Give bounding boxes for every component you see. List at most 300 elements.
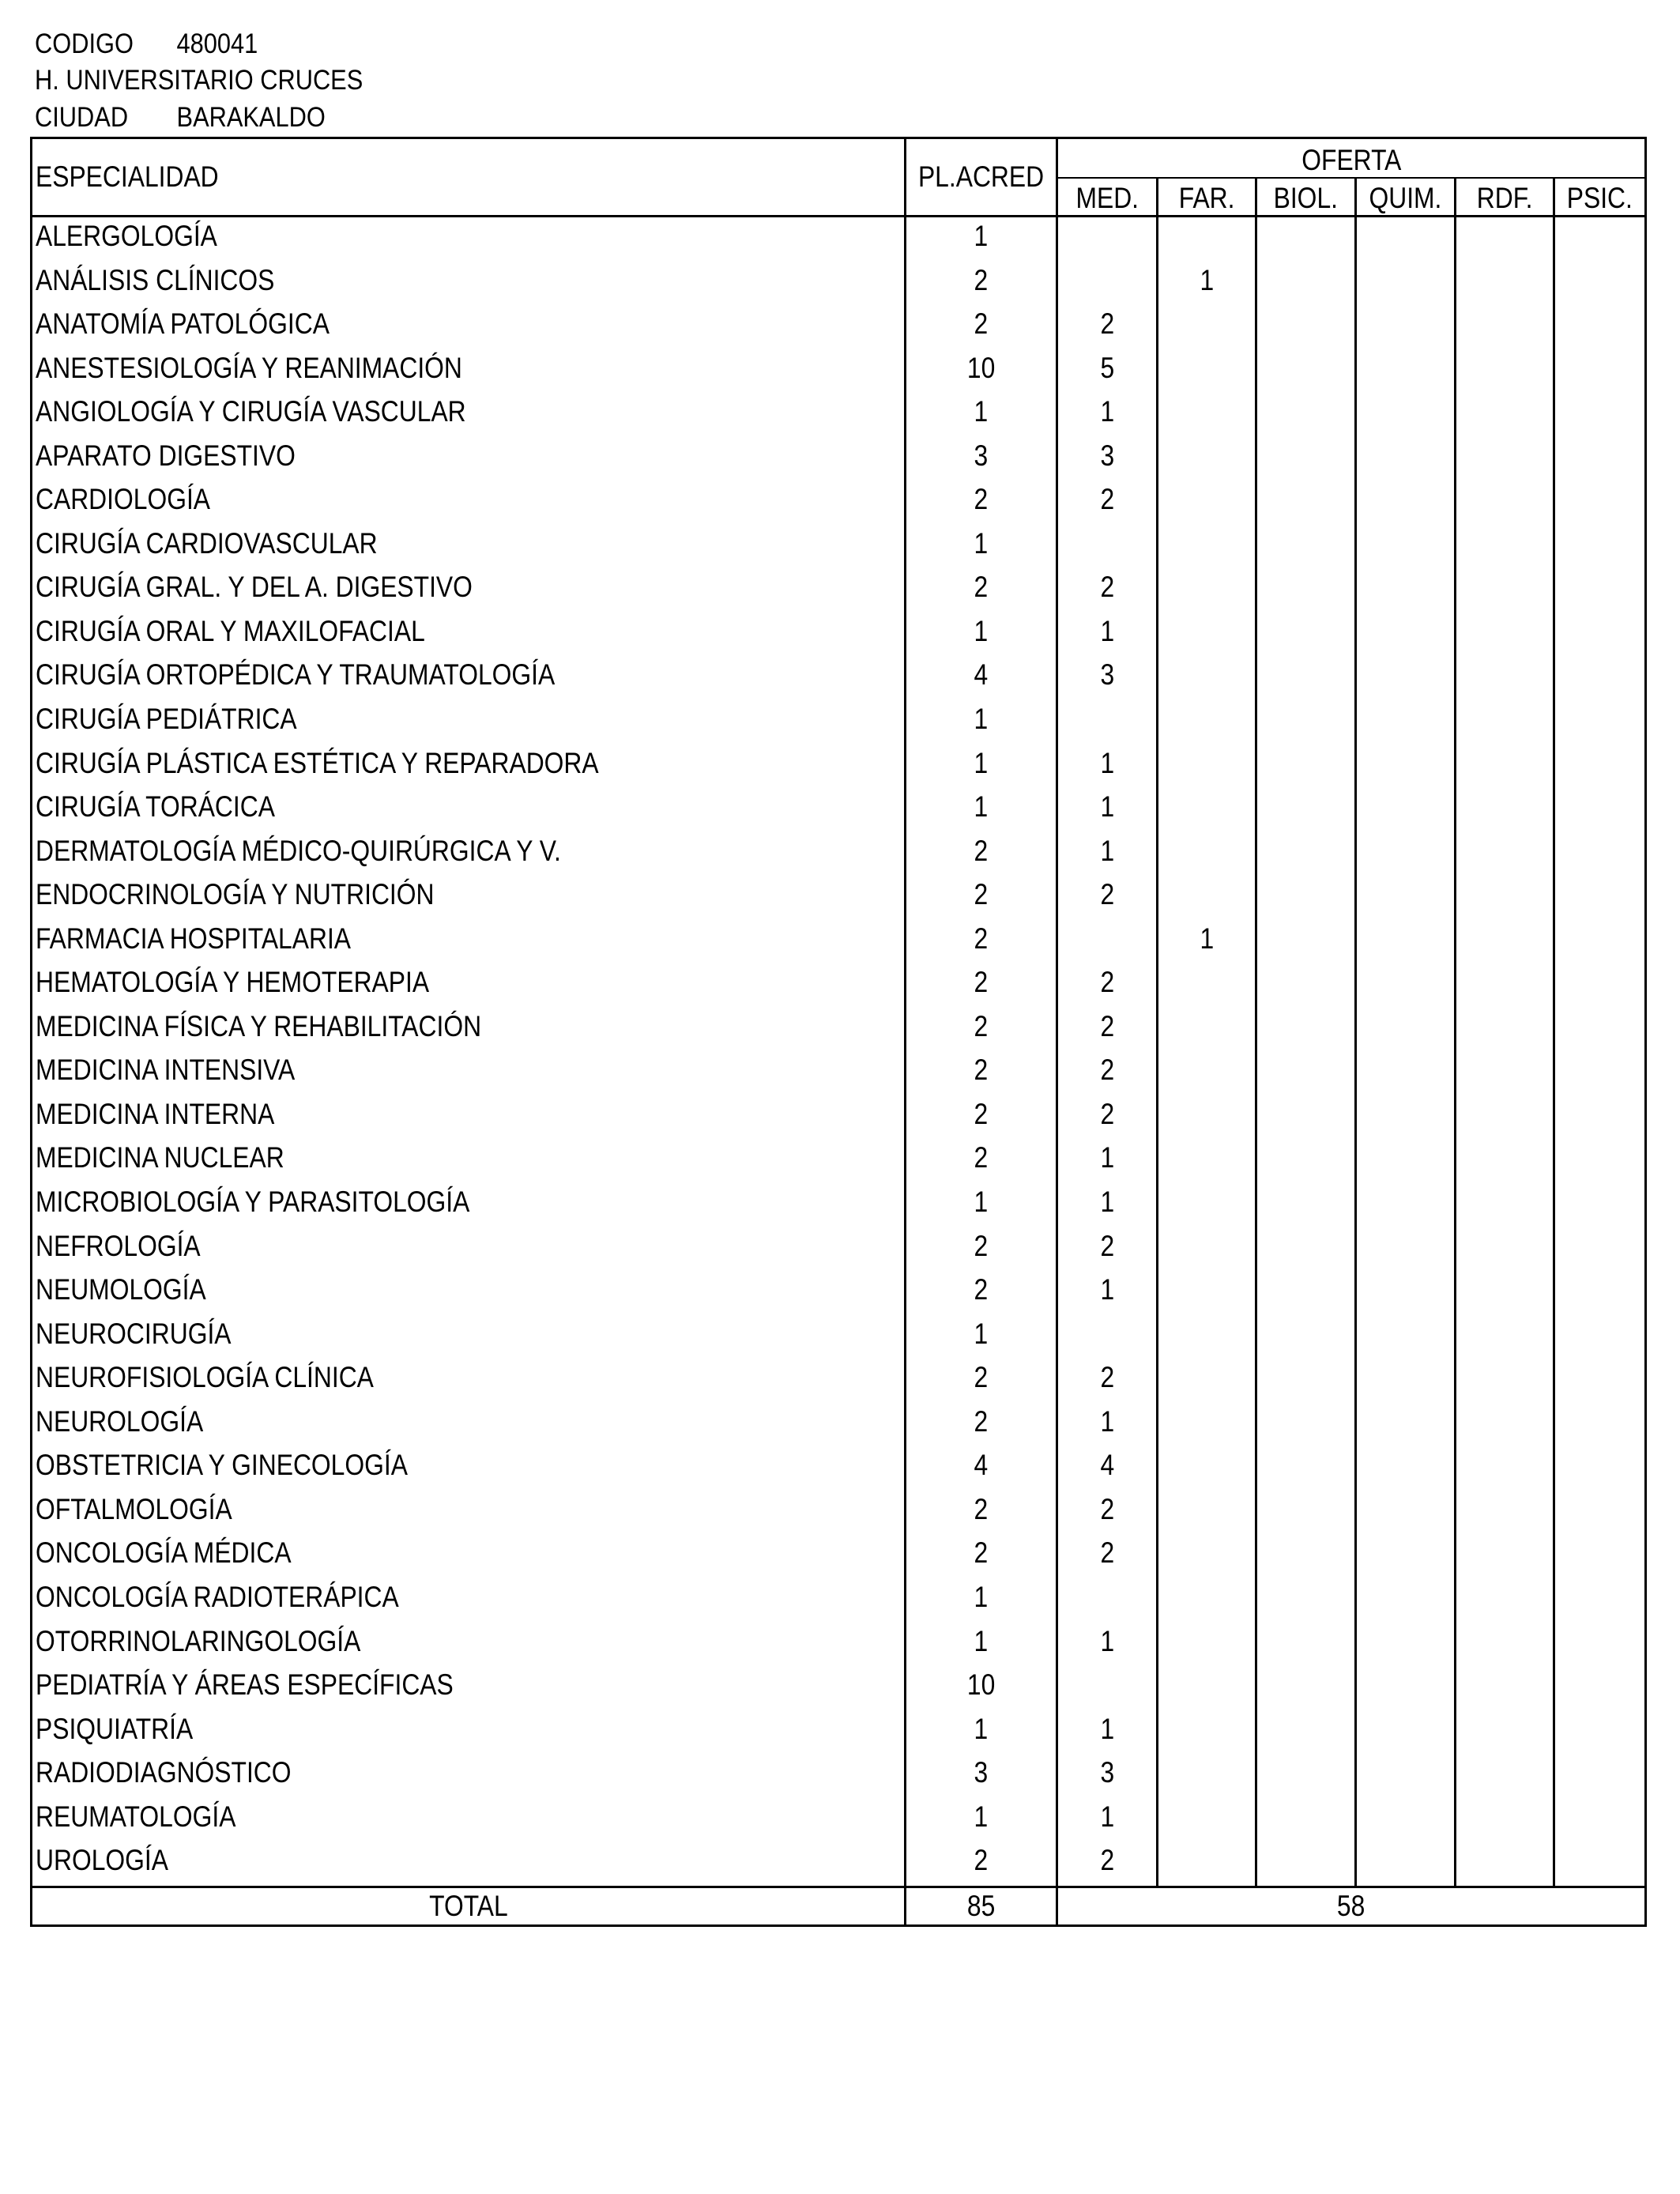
cell-quim <box>1356 745 1456 789</box>
cell-placred: 10 <box>906 349 1057 394</box>
cell-biol <box>1256 1139 1356 1183</box>
cell-psic <box>1554 1271 1646 1315</box>
cell-especialidad: MEDICINA INTERNA <box>32 1095 906 1140</box>
cell-quim <box>1356 1623 1456 1667</box>
table-row <box>32 437 1646 481</box>
cell-especialidad: MEDICINA FÍSICA Y REHABILITACIÓN <box>32 1008 906 1052</box>
table-row <box>32 1666 1646 1710</box>
cell-rdf <box>1456 700 1554 745</box>
cell-psic <box>1554 1798 1646 1842</box>
table-row <box>32 1798 1646 1842</box>
table-row <box>32 525 1646 569</box>
cell-rdf <box>1456 262 1554 306</box>
cell-biol <box>1256 1008 1356 1052</box>
cell-far <box>1158 788 1256 832</box>
cell-far <box>1158 1798 1256 1842</box>
cell-placred: 2 <box>906 1359 1057 1403</box>
table-row <box>32 788 1646 832</box>
cell-psic <box>1554 1359 1646 1403</box>
cell-biol <box>1256 1623 1356 1667</box>
cell-biol <box>1256 963 1356 1008</box>
cell-placred: 3 <box>906 1754 1057 1798</box>
cell-placred: 2 <box>906 1491 1057 1535</box>
cell-biol <box>1256 700 1356 745</box>
cell-placred: 2 <box>906 481 1057 525</box>
cell-especialidad: NEUMOLOGÍA <box>32 1271 906 1315</box>
cell-med: 3 <box>1057 1754 1158 1798</box>
cell-especialidad: MEDICINA INTENSIVA <box>32 1051 906 1095</box>
cell-far: 1 <box>1158 920 1256 964</box>
cell-rdf <box>1456 1534 1554 1578</box>
cell-placred: 2 <box>906 1008 1057 1052</box>
cell-far <box>1158 1666 1256 1710</box>
cell-med: 1 <box>1057 393 1158 437</box>
cell-psic <box>1554 1227 1646 1272</box>
cell-far <box>1158 349 1256 394</box>
cell-far <box>1158 613 1256 657</box>
ciudad-value: BARAKALDO <box>176 102 326 133</box>
cell-placred: 2 <box>906 1051 1057 1095</box>
cell-rdf <box>1456 1798 1554 1842</box>
cell-med: 2 <box>1057 1842 1158 1887</box>
cell-rdf <box>1456 1491 1554 1535</box>
cell-psic <box>1554 1095 1646 1140</box>
cell-med <box>1057 1578 1158 1623</box>
cell-biol <box>1256 1754 1356 1798</box>
cell-biol <box>1256 1051 1356 1095</box>
header-oferta: OFERTA <box>1057 138 1646 179</box>
table-row <box>32 700 1646 745</box>
cell-psic <box>1554 1315 1646 1359</box>
table-row <box>32 1315 1646 1359</box>
cell-rdf <box>1456 1446 1554 1491</box>
cell-especialidad: FARMACIA HOSPITALARIA <box>32 920 906 964</box>
table-row <box>32 393 1646 437</box>
cell-quim <box>1356 1666 1456 1710</box>
cell-placred: 1 <box>906 613 1057 657</box>
cell-rdf <box>1456 876 1554 920</box>
cell-especialidad: ONCOLOGÍA RADIOTERÁPICA <box>32 1578 906 1623</box>
header-quim: QUIM. <box>1356 178 1456 217</box>
cell-med: 2 <box>1057 1227 1158 1272</box>
cell-med: 4 <box>1057 1446 1158 1491</box>
table-row <box>32 1271 1646 1315</box>
cell-biol <box>1256 1227 1356 1272</box>
cell-biol <box>1256 481 1356 525</box>
cell-far: 1 <box>1158 262 1256 306</box>
codigo-line <box>35 27 258 62</box>
cell-biol <box>1256 1666 1356 1710</box>
cell-quim <box>1356 1183 1456 1227</box>
cell-psic <box>1554 1666 1646 1710</box>
cell-placred: 1 <box>906 1315 1057 1359</box>
table-row <box>32 1710 1646 1755</box>
cell-placred: 2 <box>906 305 1057 349</box>
cell-rdf <box>1456 568 1554 613</box>
table-row <box>32 1008 1646 1052</box>
cell-psic <box>1554 393 1646 437</box>
cell-biol <box>1256 437 1356 481</box>
cell-far <box>1158 1008 1256 1052</box>
cell-med: 1 <box>1057 832 1158 876</box>
cell-placred: 1 <box>906 1798 1057 1842</box>
total-row <box>32 1887 1646 1925</box>
cell-psic <box>1554 1623 1646 1667</box>
cell-psic <box>1554 1139 1646 1183</box>
cell-rdf <box>1456 1095 1554 1140</box>
cell-psic <box>1554 481 1646 525</box>
cell-rdf <box>1456 920 1554 964</box>
cell-far <box>1158 1710 1256 1755</box>
cell-especialidad: MICROBIOLOGÍA Y PARASITOLOGÍA <box>32 1183 906 1227</box>
cell-quim <box>1356 1842 1456 1887</box>
codigo-label: CODIGO <box>35 28 134 59</box>
cell-med: 1 <box>1057 1623 1158 1667</box>
cell-placred: 2 <box>906 1842 1057 1887</box>
table-row <box>32 1403 1646 1447</box>
table-row <box>32 1534 1646 1578</box>
cell-far <box>1158 876 1256 920</box>
cell-especialidad: OTORRINOLARINGOLOGÍA <box>32 1623 906 1667</box>
cell-med: 2 <box>1057 1359 1158 1403</box>
header-biol: BIOL. <box>1256 178 1356 217</box>
cell-psic <box>1554 262 1646 306</box>
cell-quim <box>1356 788 1456 832</box>
table-row <box>32 217 1646 262</box>
cell-quim <box>1356 481 1456 525</box>
cell-quim <box>1356 349 1456 394</box>
cell-psic <box>1554 1534 1646 1578</box>
cell-psic <box>1554 832 1646 876</box>
cell-quim <box>1356 656 1456 700</box>
table-row <box>32 568 1646 613</box>
cell-far <box>1158 1183 1256 1227</box>
cell-far <box>1158 1491 1256 1535</box>
cell-placred: 10 <box>906 1666 1057 1710</box>
cell-far <box>1158 1534 1256 1578</box>
cell-far <box>1158 1271 1256 1315</box>
table-row <box>32 1227 1646 1272</box>
cell-far <box>1158 1403 1256 1447</box>
table-row <box>32 1139 1646 1183</box>
cell-rdf <box>1456 832 1554 876</box>
table-row <box>32 876 1646 920</box>
cell-far <box>1158 393 1256 437</box>
cell-quim <box>1356 217 1456 262</box>
cell-med <box>1057 1315 1158 1359</box>
cell-psic <box>1554 920 1646 964</box>
cell-especialidad: NEUROLOGÍA <box>32 1403 906 1447</box>
cell-especialidad: PEDIATRÍA Y ÁREAS ESPECÍFICAS <box>32 1666 906 1710</box>
cell-quim <box>1356 437 1456 481</box>
cell-med: 2 <box>1057 1095 1158 1140</box>
table-row <box>32 481 1646 525</box>
cell-especialidad: PSIQUIATRÍA <box>32 1710 906 1755</box>
cell-med: 1 <box>1057 1403 1158 1447</box>
cell-placred: 2 <box>906 262 1057 306</box>
cell-placred: 2 <box>906 920 1057 964</box>
cell-far <box>1158 1446 1256 1491</box>
cell-biol <box>1256 393 1356 437</box>
cell-placred: 2 <box>906 1139 1057 1183</box>
table-row <box>32 1051 1646 1095</box>
cell-med: 2 <box>1057 1491 1158 1535</box>
cell-far <box>1158 525 1256 569</box>
cell-placred: 1 <box>906 1578 1057 1623</box>
cell-biol <box>1256 1446 1356 1491</box>
cell-psic <box>1554 1754 1646 1798</box>
cell-placred: 1 <box>906 217 1057 262</box>
cell-med: 3 <box>1057 656 1158 700</box>
total-placred: 85 <box>906 1887 1057 1925</box>
cell-especialidad: CIRUGÍA GRAL. Y DEL A. DIGESTIVO <box>32 568 906 613</box>
cell-psic <box>1554 1710 1646 1755</box>
cell-rdf <box>1456 613 1554 657</box>
cell-med: 1 <box>1057 788 1158 832</box>
cell-psic <box>1554 876 1646 920</box>
cell-far <box>1158 217 1256 262</box>
cell-rdf <box>1456 1666 1554 1710</box>
header-psic: PSIC. <box>1554 178 1646 217</box>
cell-placred: 1 <box>906 393 1057 437</box>
header-placred: PL.ACRED <box>906 138 1057 217</box>
cell-far <box>1158 481 1256 525</box>
cell-especialidad: NEUROCIRUGÍA <box>32 1315 906 1359</box>
cell-biol <box>1256 832 1356 876</box>
cell-med: 2 <box>1057 1534 1158 1578</box>
header-especialidad: ESPECIALIDAD <box>32 138 906 217</box>
cell-far <box>1158 1754 1256 1798</box>
cell-quim <box>1356 1754 1456 1798</box>
cell-rdf <box>1456 1359 1554 1403</box>
cell-med: 5 <box>1057 349 1158 394</box>
cell-far <box>1158 963 1256 1008</box>
cell-especialidad: RADIODIAGNÓSTICO <box>32 1754 906 1798</box>
hospital-name: H. UNIVERSITARIO CRUCES <box>35 65 363 96</box>
cell-especialidad: APARATO DIGESTIVO <box>32 437 906 481</box>
table-row <box>32 745 1646 789</box>
cell-far <box>1158 1139 1256 1183</box>
cell-especialidad: ANESTESIOLOGÍA Y REANIMACIÓN <box>32 349 906 394</box>
cell-biol <box>1256 1403 1356 1447</box>
cell-med: 1 <box>1057 613 1158 657</box>
cell-rdf <box>1456 963 1554 1008</box>
cell-biol <box>1256 1095 1356 1140</box>
table-row <box>32 1446 1646 1491</box>
cell-psic <box>1554 745 1646 789</box>
cell-psic <box>1554 437 1646 481</box>
header-rdf: RDF. <box>1456 178 1554 217</box>
header-far: FAR. <box>1158 178 1256 217</box>
cell-especialidad: CIRUGÍA PLÁSTICA ESTÉTICA Y REPARADORA <box>32 745 906 789</box>
table-row <box>32 613 1646 657</box>
cell-quim <box>1356 1798 1456 1842</box>
table-row <box>32 1578 1646 1623</box>
cell-placred: 1 <box>906 1183 1057 1227</box>
cell-rdf <box>1456 1754 1554 1798</box>
cell-quim <box>1356 963 1456 1008</box>
cell-quim <box>1356 568 1456 613</box>
cell-med: 1 <box>1057 1139 1158 1183</box>
cell-especialidad: MEDICINA NUCLEAR <box>32 1139 906 1183</box>
table-row <box>32 305 1646 349</box>
cell-quim <box>1356 1315 1456 1359</box>
cell-quim <box>1356 1051 1456 1095</box>
cell-rdf <box>1456 305 1554 349</box>
cell-biol <box>1256 788 1356 832</box>
cell-placred: 2 <box>906 963 1057 1008</box>
cell-med: 1 <box>1057 1271 1158 1315</box>
cell-psic <box>1554 1842 1646 1887</box>
cell-far <box>1158 305 1256 349</box>
table-row <box>32 1183 1646 1227</box>
cell-biol <box>1256 349 1356 394</box>
cell-quim <box>1356 262 1456 306</box>
table-row <box>32 920 1646 964</box>
cell-psic <box>1554 613 1646 657</box>
cell-far <box>1158 1227 1256 1272</box>
cell-far <box>1158 700 1256 745</box>
cell-quim <box>1356 305 1456 349</box>
cell-rdf <box>1456 1403 1554 1447</box>
cell-rdf <box>1456 481 1554 525</box>
cell-quim <box>1356 525 1456 569</box>
cell-biol <box>1256 1710 1356 1755</box>
cell-far <box>1158 1623 1256 1667</box>
table-row <box>32 656 1646 700</box>
cell-quim <box>1356 1227 1456 1272</box>
table-row <box>32 832 1646 876</box>
cell-med <box>1057 525 1158 569</box>
cell-biol <box>1256 1183 1356 1227</box>
cell-quim <box>1356 1491 1456 1535</box>
cell-placred: 4 <box>906 656 1057 700</box>
cell-placred: 2 <box>906 876 1057 920</box>
cell-quim <box>1356 1139 1456 1183</box>
cell-especialidad: OFTALMOLOGÍA <box>32 1491 906 1535</box>
cell-placred: 1 <box>906 745 1057 789</box>
cell-placred: 2 <box>906 1227 1057 1272</box>
table-row <box>32 262 1646 306</box>
cell-psic <box>1554 305 1646 349</box>
cell-med: 3 <box>1057 437 1158 481</box>
cell-placred: 3 <box>906 437 1057 481</box>
cell-especialidad: REUMATOLOGÍA <box>32 1798 906 1842</box>
cell-psic <box>1554 1183 1646 1227</box>
cell-rdf <box>1456 1710 1554 1755</box>
table-row <box>32 1095 1646 1140</box>
cell-placred: 2 <box>906 568 1057 613</box>
cell-biol <box>1256 656 1356 700</box>
cell-quim <box>1356 832 1456 876</box>
cell-biol <box>1256 262 1356 306</box>
cell-med <box>1057 262 1158 306</box>
table-row <box>32 1623 1646 1667</box>
cell-psic <box>1554 963 1646 1008</box>
cell-psic <box>1554 1008 1646 1052</box>
cell-rdf <box>1456 525 1554 569</box>
cell-med: 2 <box>1057 1008 1158 1052</box>
cell-rdf <box>1456 745 1554 789</box>
cell-placred: 1 <box>906 1710 1057 1755</box>
cell-biol <box>1256 305 1356 349</box>
cell-rdf <box>1456 437 1554 481</box>
cell-placred: 1 <box>906 525 1057 569</box>
table-row <box>32 1491 1646 1535</box>
cell-placred: 1 <box>906 1623 1057 1667</box>
table-row <box>32 1754 1646 1798</box>
cell-rdf <box>1456 1578 1554 1623</box>
specialty-table <box>30 137 1647 1927</box>
codigo-value: 480041 <box>176 28 258 59</box>
cell-especialidad: ANATOMÍA PATOLÓGICA <box>32 305 906 349</box>
cell-rdf <box>1456 1139 1554 1183</box>
cell-especialidad: CIRUGÍA ORAL Y MAXILOFACIAL <box>32 613 906 657</box>
cell-especialidad: DERMATOLOGÍA MÉDICO-QUIRÚRGICA Y V. <box>32 832 906 876</box>
cell-psic <box>1554 1446 1646 1491</box>
cell-especialidad: HEMATOLOGÍA Y HEMOTERAPIA <box>32 963 906 1008</box>
cell-med: 1 <box>1057 1183 1158 1227</box>
cell-rdf <box>1456 1623 1554 1667</box>
cell-quim <box>1356 1271 1456 1315</box>
cell-biol <box>1256 1315 1356 1359</box>
cell-rdf <box>1456 217 1554 262</box>
cell-biol <box>1256 217 1356 262</box>
cell-med: 1 <box>1057 1798 1158 1842</box>
cell-rdf <box>1456 1183 1554 1227</box>
cell-especialidad: CARDIOLOGÍA <box>32 481 906 525</box>
cell-especialidad: ONCOLOGÍA MÉDICA <box>32 1534 906 1578</box>
cell-psic <box>1554 217 1646 262</box>
cell-med <box>1057 920 1158 964</box>
cell-far <box>1158 656 1256 700</box>
cell-psic <box>1554 700 1646 745</box>
cell-quim <box>1356 1095 1456 1140</box>
cell-especialidad: NEUROFISIOLOGÍA CLÍNICA <box>32 1359 906 1403</box>
cell-rdf <box>1456 1051 1554 1095</box>
cell-biol <box>1256 1359 1356 1403</box>
header-med: MED. <box>1057 178 1158 217</box>
cell-biol <box>1256 1578 1356 1623</box>
cell-quim <box>1356 1710 1456 1755</box>
cell-psic <box>1554 525 1646 569</box>
cell-biol <box>1256 1798 1356 1842</box>
cell-placred: 2 <box>906 1095 1057 1140</box>
cell-quim <box>1356 876 1456 920</box>
table-row <box>32 1359 1646 1403</box>
cell-far <box>1158 832 1256 876</box>
cell-especialidad: UROLOGÍA <box>32 1842 906 1887</box>
cell-biol <box>1256 613 1356 657</box>
cell-med: 2 <box>1057 481 1158 525</box>
cell-psic <box>1554 788 1646 832</box>
cell-quim <box>1356 920 1456 964</box>
cell-med <box>1057 1666 1158 1710</box>
cell-med: 2 <box>1057 1051 1158 1095</box>
cell-biol <box>1256 920 1356 964</box>
cell-rdf <box>1456 349 1554 394</box>
cell-biol <box>1256 1491 1356 1535</box>
cell-med <box>1057 217 1158 262</box>
cell-rdf <box>1456 1842 1554 1887</box>
cell-placred: 1 <box>906 700 1057 745</box>
total-oferta: 58 <box>1057 1887 1646 1925</box>
ciudad-line <box>35 100 326 135</box>
cell-quim <box>1356 1403 1456 1447</box>
cell-placred: 2 <box>906 1403 1057 1447</box>
cell-psic <box>1554 656 1646 700</box>
total-label: TOTAL <box>32 1887 906 1925</box>
